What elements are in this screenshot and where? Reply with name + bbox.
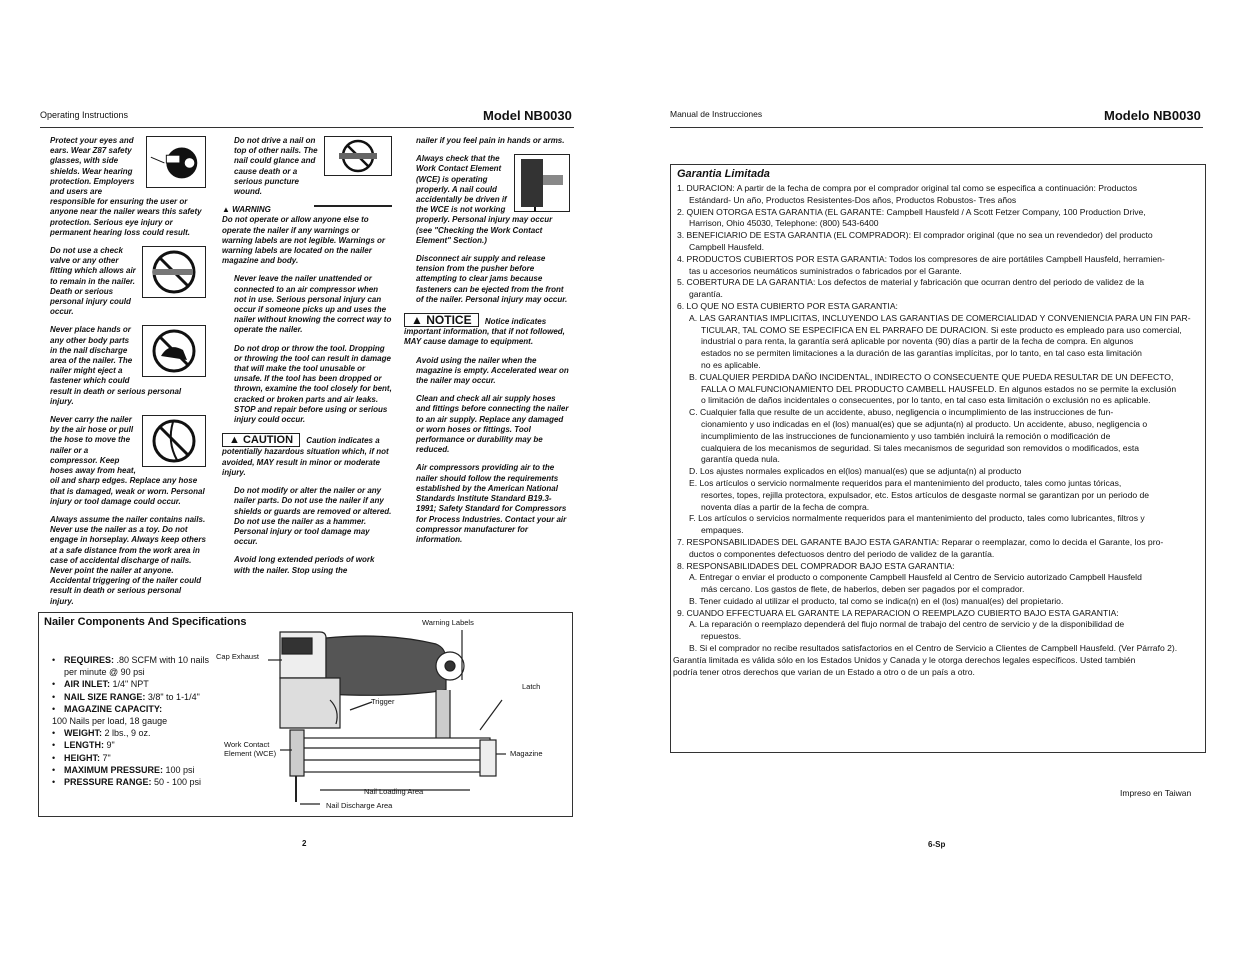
no-hands-icon xyxy=(142,325,206,377)
safety-para xyxy=(222,136,392,197)
warranty-line: garantía queda nula. xyxy=(701,454,780,465)
warranty-line: más cercano. Los gastos de flete, de haberlos, deben ser pagados por el comprador. xyxy=(701,584,1025,595)
warranty-line: B. Tener cuidado al utilizar el producto, tal como se indica(n) en el (los) manual(es) del propietario. xyxy=(689,595,1064,606)
no-carry-by-hose-icon xyxy=(142,415,206,467)
safety-column-2 xyxy=(222,136,392,584)
notice-definition: Notice indicates important information, that if not followed, MAY cause damage to equipment. xyxy=(404,317,565,347)
spec-item: • PRESSURE RANGE: 50 - 100 psi xyxy=(52,776,212,788)
safety-para xyxy=(404,313,570,348)
spec-item: • REQUIRES: .80 SCFM with 10 nails per minute @ 90 psi xyxy=(52,654,212,678)
safety-text-drop: Do not drop or throw the tool. Dropping or throwing the tool can result in damage that will make the tool unusable or unsafe. If the tool has been dropped or thrown, examine the tool closely for bent, cracked or broken parts and air leaks. STOP and repair before using or serious injury could occur. xyxy=(234,343,392,425)
caution-triangle-icon: ▲ xyxy=(229,434,240,447)
warning-triangle-icon: ▲ xyxy=(222,205,230,215)
warranty-line: garantía. xyxy=(689,289,723,300)
warranty-line: estados no se permiten limitaciones a la duración de las garantías implícitas, por lo tanto, en tal caso esta limitación xyxy=(701,348,1142,359)
safety-para xyxy=(222,344,392,426)
safety-text-assume-loaded: Always assume the nailer contains nails. Never use the nailer as a toy. Do not engage in horseplay. Always keep others at a safe distance from the work area in case of accidental discharge of nails. Never point the nailer at anyone. Accidental triggering of the nailer could result in death or serious personal injury. xyxy=(50,514,206,606)
warranty-line: 7. RESPONSABILIDADES DEL GARANTE BAJO ESTA GARANTIA: Reparar o reemplazar, como lo decida el Garante, los pro- xyxy=(677,536,1164,547)
warranty-line: o limitación de daños incidentales o consecuentes, por lo tanto, en tal caso esta limitación o exclusión no es aplicable. xyxy=(701,395,1151,406)
warranty-line: C. Cualquier falla que resulte de un accidente, abuso, negligencia o incumplimiento de las instrucciones de fun- xyxy=(689,407,1114,418)
warranty-line: tas u accesorios neumáticos suministrados o fabricados por el Garante. xyxy=(689,265,962,276)
spec-item: • LENGTH: 9" xyxy=(52,739,212,751)
warranty-line: cionamiento y uso indicadas en el (los) manual(es) que se adjunta(n) al producto. Un accidente, abuso, negligencia o xyxy=(701,418,1148,429)
warranty-line: F. Los artículos o servicios normalmente requeridos para el mantenimiento del producto, tales como lubricantes, filtros y xyxy=(689,513,1145,524)
safety-text-unattended: Never leave the nailer unattended or connected to an air compressor when not in use. Serious personal injury can occur if someone picks up and uses the nailer without knowing the correct way to operate the nailer. xyxy=(234,274,392,335)
warranty-line: empaques. xyxy=(701,525,744,536)
spec-item: • MAGAZINE CAPACITY: 100 Nails per load, 18 gauge xyxy=(52,703,212,727)
safety-para xyxy=(50,325,206,407)
safety-para xyxy=(222,486,392,547)
safety-para xyxy=(404,136,570,146)
warranty-line: 3. BENEFICIARIO DE ESTA GARANTIA (EL COMPRADOR): El comprador original (que no sea un revendedor) del producto xyxy=(677,230,1153,241)
warranty-line: 1. DURACION: A partir de la fecha de compra por el comprador original tal como se especifica a continuación: Productos xyxy=(677,183,1137,193)
warranty-line: no es aplicable. xyxy=(701,359,761,370)
warranty-line: industrial o para renta, la garantía será aplicable por noventa (90) días a partir de la fecha de compra. En algunos xyxy=(701,336,1134,347)
warranty-line: 4. PRODUCTOS CUBIERTOS POR ESTA GARANTIA: Todos los compresores de aire portátiles Campbell Hausfeld, herramien- xyxy=(677,253,1165,264)
left-page-number: 2 xyxy=(302,839,307,848)
left-header-label: Operating Instructions xyxy=(40,110,129,120)
safety-para xyxy=(404,154,570,246)
spec-item: • WEIGHT: 2 lbs., 9 oz. xyxy=(52,727,212,739)
callout-warning-labels: Warning Labels xyxy=(422,618,474,627)
warranty-line: A. La reparación o reemplazo dependerá del flujo normal de trabajo del centro de servicio y de la disponibilidad de xyxy=(689,619,1125,630)
safety-para xyxy=(404,394,570,455)
warranty-line: Garantía limitada es válida sólo en los Estados Unidos y Canada y le otorga derechos legales específicos. Usted también xyxy=(673,654,1136,665)
warranty-line: 8. RESPONSABILIDADES DEL COMPRADOR BAJO ESTA GARANTIA: xyxy=(677,560,955,571)
left-header-rule xyxy=(40,127,574,128)
safety-para xyxy=(50,136,206,238)
safety-text-nail-on-nail: Do not drive a nail on top of other nails. The nail could glance and cause death or a serious puncture wound. xyxy=(234,136,318,197)
safety-para xyxy=(50,415,206,507)
spec-item: • NAIL SIZE RANGE: 3/8" to 1-1/4" xyxy=(52,691,212,703)
specs-title: Nailer Components And Specifications xyxy=(44,616,247,628)
safety-para xyxy=(50,246,206,317)
safety-text-disconnect: Disconnect air supply and release tension from the pusher before attempting to clear jams because fasteners can be ejected from the front of the nailer. Personal injury may occur. xyxy=(416,254,568,304)
notice-badge-text: NOTICE xyxy=(426,313,472,328)
warranty-line: podría tener otros derechos que varian de un Estado a otro o de un país a otro. xyxy=(673,666,975,677)
warranty-line: E. Los artículos o servicio normalmente requeridos para el mantenimiento del producto, tales como juntas tóricas, xyxy=(689,477,1122,488)
safety-column-1 xyxy=(50,136,206,615)
safety-text-hands: Never place hands or any other body parts in the nail discharge area of the nailer. The nailer might eject a fastener which could result in death or serious personal injury. xyxy=(50,325,182,406)
caution-badge xyxy=(222,433,300,447)
warranty-line: resortes, topes, rejilla protectora, expulsador, etc. Estos artículos de desgaste normal se garantizan por un periodo de xyxy=(701,489,1150,500)
safety-para xyxy=(222,433,392,478)
warranty-line: A. Entregar o enviar el producto o componente Campbell Hausfeld al Centro de Servicio autorizado Campbell Hausfeld xyxy=(689,572,1142,583)
callout-cap-exhaust: Cap Exhaust xyxy=(216,652,259,661)
warranty-line: repuestos. xyxy=(701,631,742,642)
safety-para xyxy=(50,515,206,607)
spec-item: • MAXIMUM PRESSURE: 100 psi xyxy=(52,764,212,776)
warranty-line: ductos o componentes defectuosos dentro del periodo de validez de la garantía. xyxy=(689,548,995,559)
callout-wce-1: Work Contact xyxy=(224,740,270,749)
warranty-line: TICULAR, TAL COMO SE ESPECIFICA EN EL PARRAFO DE DURACION. Si este producto es empleado para uso comercial, xyxy=(701,324,1182,335)
nailer-diagram xyxy=(210,620,530,810)
warranty-line: 6. LO QUE NO ESTA CUBIERTO POR ESTA GARANTIA: xyxy=(677,300,898,311)
safety-text-hose: Never carry the nailer by the air hose or pull the hose to move the nailer or a compressor. Keep hoses away from heat, oil and sharp edges. Replace any hose that is damaged, weak or worn. Personal injury or tool damage could occur. xyxy=(50,415,205,506)
warranty-line: 9. CUANDO EFFECTUARA EL GARANTE LA REPARACION O REEMPLAZO CUBIERTO BAJO ESTA GARANTIA: xyxy=(677,607,1119,618)
warning-badge-text: WARNING xyxy=(232,205,271,215)
safety-text-eyes: Protect your eyes and ears. Wear Z87 safety glasses, with side shields. Wear hearing protection. Employers and users are responsible for ensuring the user or anyone near the nailer wears this safety protection. Serious eye injury or permanent hearing loss could result. xyxy=(50,136,202,237)
warranty-line: Harrison, Ohio 45030, Telephone: (800) 543-6400 xyxy=(689,218,879,229)
safety-text-hoses: Clean and check all air supply hoses and fittings before connecting the nailer to an air supply. Replace any damaged or worn hoses or fittings. Tool performance or durability may be reduced. xyxy=(416,394,569,455)
right-model-title: Modelo NB0030 xyxy=(1104,108,1201,123)
notice-triangle-icon: ▲ xyxy=(411,313,423,328)
safety-para xyxy=(222,555,392,575)
safety-para xyxy=(404,356,570,387)
safety-text-modify: Do not modify or alter the nailer or any nailer parts. Do not use the nailer if any shields or guards are removed or altered. Do not use the nailer as a hammer. Personal injury or tool damage may occur. xyxy=(234,486,392,547)
left-model-title: Model NB0030 xyxy=(483,108,572,123)
warranty-text xyxy=(673,183,1201,678)
caution-badge-text: CAUTION xyxy=(242,434,294,447)
warranty-line: Campbell Hausfeld. xyxy=(689,241,764,252)
notice-badge xyxy=(404,313,479,327)
safety-text-extended-work: Avoid long extended periods of work with the nailer. Stop using the xyxy=(234,555,375,575)
callout-nail-loading-area: Nail Loading Area xyxy=(364,787,424,796)
warning-label-sample xyxy=(314,205,392,207)
right-page-number: 6-Sp xyxy=(928,840,946,849)
wce-diagram-icon xyxy=(514,154,570,212)
warranty-line: FALLA O MALFUNCIONAMIENTO DEL PRODUCTO CAMBELL HAUSFELD. En algunos estados no se permite la exclusión xyxy=(701,383,1177,394)
right-header-label: Manual de Instrucciones xyxy=(670,109,763,119)
safety-para xyxy=(404,463,570,545)
warranty-line: B. Si el comprador no recibe resultados satisfactorios en el Centro de Servicio a Clientes de Campbell Hausfeld. (Ver Párrafo 2). xyxy=(689,643,1178,654)
warranty-line: Estándard- Un año, Productos Resistentes-Dos años, Productos Robustos- Tres años xyxy=(689,194,1017,205)
warranty-line: cualquiera de los mecanismos de seguridad. Si tales mecanismos de seguridad son removidos o modificados, esta xyxy=(701,442,1140,453)
safety-text-compressors: Air compressors providing air to the nailer should follow the requirements established by the American National Standards Institute Standard B19.3-1991; Safety Standard for Compressors for Process Industries. Contact your air compressor manufacturer for information. xyxy=(416,463,567,544)
callout-trigger: Trigger xyxy=(371,697,395,706)
callout-latch: Latch xyxy=(522,682,541,691)
callout-wce-2: Element (WCE) xyxy=(224,749,277,758)
warranty-line: B. CUALQUIER PERDIDA DAÑO INCIDENTAL, INDIRECTO O CONSECUENTE QUE PUEDA RESULTAR DE UN DEFECTO, xyxy=(689,371,1174,382)
warranty-line: noventa días a partir de la fecha de compra. xyxy=(701,501,870,512)
safety-glasses-icon xyxy=(146,136,206,188)
printed-in: Impreso en Taiwan xyxy=(1120,788,1192,798)
safety-text-wce: Always check that the Work Contact Element (WCE) is operating properly. A nail could accidentally be driven if the WCE is not working properly. Personal injury may occur (see "Checking the Work Contact Element" Section.) xyxy=(416,154,553,245)
specs-list xyxy=(52,654,212,788)
warranty-title: Garantia Limitada xyxy=(677,168,770,180)
no-check-valve-icon xyxy=(142,246,206,298)
warranty-line: incumplimiento de las instrucciones de funcionamiento y uso también incluirá la remoción o modificación de xyxy=(701,430,1111,441)
safety-text-legible: Do not operate or allow anyone else to operate the nailer if any warnings or warning labels are not legible. Warnings or warning labels are located on the nailer magazine and body. xyxy=(222,215,385,266)
safety-para xyxy=(222,274,392,335)
warranty-line: A. LAS GARANTIAS IMPLICITAS, INCLUYENDO LAS GARANTIAS DE COMERCIALIDAD Y CONVENIENCIA PARA UN FIN PAR- xyxy=(689,312,1191,323)
warranty-line: D. Los ajustes normales explicados en el(los) manual(es) que se adjunta(n) al producto xyxy=(689,466,1022,477)
safety-column-3 xyxy=(404,136,570,553)
spec-item: • HEIGHT: 7" xyxy=(52,752,212,764)
safety-text-pain: nailer if you feel pain in hands or arms. xyxy=(416,136,565,145)
callout-magazine: Magazine xyxy=(510,749,543,758)
no-nail-on-nail-icon xyxy=(324,136,392,176)
callout-nail-discharge-area: Nail Discharge Area xyxy=(326,801,393,810)
warranty-line: 5. COBERTURA DE LA GARANTIA: Los defectos de material y fabricación que ocurran dentro del periodo de validez de la xyxy=(677,277,1145,288)
safety-para xyxy=(404,254,570,305)
safety-text-empty-magazine: Avoid using the nailer when the magazine is empty. Accelerated wear on the nailer may occur. xyxy=(416,355,569,386)
safety-text-check-valve: Do not use a check valve or any other fitting which allows air to remain in the nailer. Death or serious personal injury could occur. xyxy=(50,246,136,317)
right-header-rule xyxy=(670,127,1203,128)
warranty-line: 2. QUIEN OTORGA ESTA GARANTIA (EL GARANTE: Campbell Hausfeld / A Scott Fetzer Company, 100 Production Drive, xyxy=(677,206,1146,217)
spec-item: • AIR INLET: 1/4" NPT xyxy=(52,678,212,690)
caution-definition: Caution indicates a potentially hazardous situation which, if not avoided, MAY result in minor or moderate injury. xyxy=(222,436,389,477)
